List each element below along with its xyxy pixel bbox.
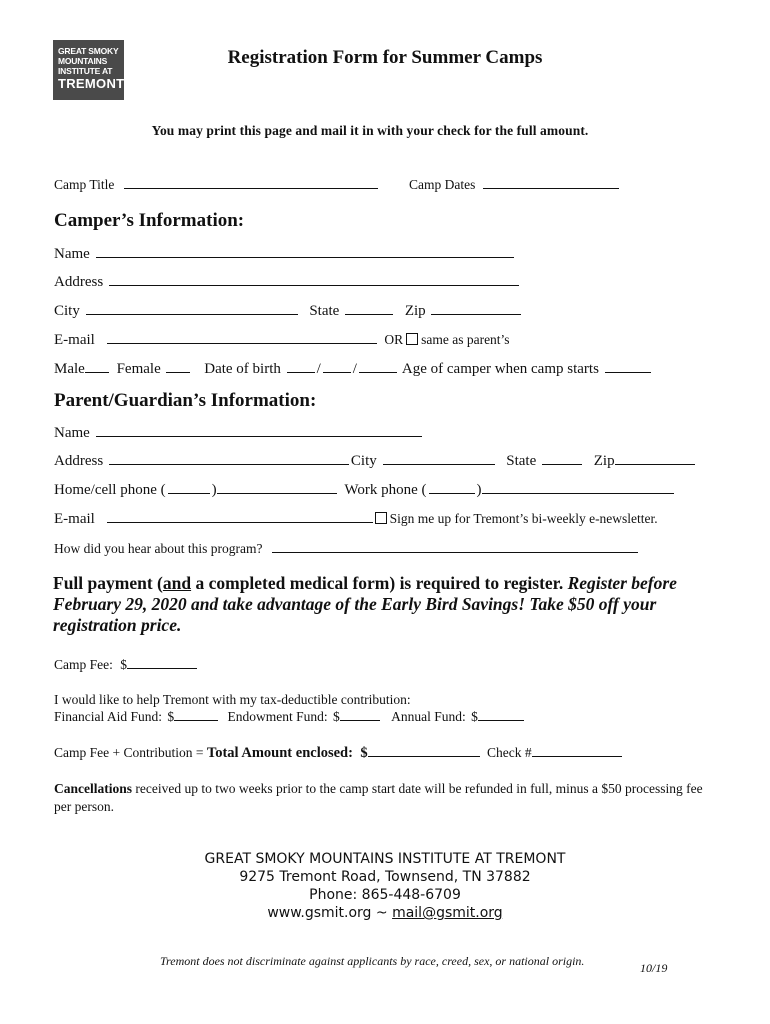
payment-and: and <box>162 573 192 593</box>
footer-separator: ~ <box>371 905 393 921</box>
male-label: Male <box>54 361 85 377</box>
logo-line-4: TREMONT <box>58 76 125 91</box>
same-as-parent-checkbox[interactable] <box>406 333 418 345</box>
camper-heading: Camper’s Information: <box>54 210 245 231</box>
same-as-parent-label: same as parent’s <box>421 332 510 347</box>
footer-org: GREAT SMOKY MOUNTAINS INSTITUTE AT TREMONT <box>204 851 566 867</box>
total-amount-field[interactable] <box>368 744 480 757</box>
camp-dates-field[interactable] <box>483 176 619 189</box>
camper-state-label: State <box>309 303 340 319</box>
dob-month-field[interactable] <box>287 360 315 373</box>
work-phone-area-field[interactable] <box>429 481 475 494</box>
footer-phone: Phone: 865-448-6709 <box>309 887 461 903</box>
parent-address-field[interactable] <box>109 452 349 465</box>
cancellation-text: received up to two weeks prior to the camp start date will be refunded in full, minus a $50 processing fee per person. <box>54 781 703 814</box>
camper-address-label: Address <box>54 274 104 290</box>
age-field[interactable] <box>605 360 651 373</box>
parent-name-field[interactable] <box>96 424 422 437</box>
footer-email-link[interactable]: mail@gsmit.org <box>392 905 503 921</box>
camper-state-field[interactable] <box>345 302 393 315</box>
total-row <box>54 744 624 762</box>
camper-email-label: E-mail <box>54 332 95 348</box>
camper-city-label: City <box>54 303 80 319</box>
parent-email-row <box>54 510 658 528</box>
camp-row <box>54 176 380 193</box>
payment-statement <box>53 573 733 636</box>
dob-label: Date of birth <box>204 361 281 377</box>
camp-title-label: Camp Title <box>54 177 115 192</box>
camper-details-row: Male Female Date of birth / / Age of camper when camp starts <box>54 360 653 378</box>
dob-year-field[interactable] <box>359 360 397 373</box>
newsletter-checkbox[interactable] <box>375 512 387 524</box>
total-prefix: Camp Fee + Contribution = <box>54 745 204 760</box>
work-phone-field[interactable] <box>482 481 674 494</box>
payment-part1: Full payment ( <box>53 573 163 593</box>
hear-field[interactable] <box>272 540 638 553</box>
camper-name-label: Name <box>54 246 90 262</box>
check-number-field[interactable] <box>532 744 622 757</box>
hear-row <box>54 540 640 557</box>
logo-line-1: GREAT SMOKY <box>58 46 119 56</box>
parent-city-label: City <box>350 453 377 469</box>
revision-date: 10/19 <box>640 961 668 975</box>
financial-aid-label: Financial Aid Fund: <box>54 709 162 724</box>
camper-city-field[interactable] <box>86 302 298 315</box>
age-label: Age of camper when camp starts <box>401 361 599 377</box>
footer-website[interactable]: www.gsmit.org <box>267 905 372 921</box>
parent-phone-row: Home/cell phone ( ) Work phone ( ) <box>54 481 676 499</box>
logo-line-3: INSTITUTE AT <box>58 66 113 76</box>
logo-line-2: MOUNTAINS <box>58 56 108 66</box>
camper-email-field[interactable] <box>107 331 377 344</box>
camper-zip-field[interactable] <box>431 302 521 315</box>
camper-zip-label: Zip <box>404 303 426 319</box>
parent-city-field[interactable] <box>383 452 495 465</box>
endowment-dollar: $ <box>333 709 340 724</box>
parent-zip-label: Zip <box>593 453 615 469</box>
cancellation-policy <box>54 780 714 816</box>
early-bird-note: Register before February 29, 2020 and take advantage of the Early Bird Savings! Take $50 off your registration price. <box>53 573 677 635</box>
camp-dates-label: Camp Dates <box>409 177 476 192</box>
parent-state-label: State <box>506 453 537 469</box>
annual-fund-dollar: $ <box>471 709 478 724</box>
parent-name-row <box>54 424 424 442</box>
parent-state-field[interactable] <box>542 452 582 465</box>
camper-city-row <box>54 302 523 320</box>
hear-label: How did you hear about this program? <box>54 541 263 556</box>
cancellation-bold: Cancellations <box>54 781 133 796</box>
camp-fee-row <box>54 656 199 673</box>
total-label: Total Amount enclosed: <box>206 745 353 761</box>
dob-day-field[interactable] <box>323 360 351 373</box>
camp-fee-dollar: $ <box>120 657 127 672</box>
parent-zip-field[interactable] <box>615 452 695 465</box>
endowment-field[interactable] <box>340 708 380 721</box>
contribution-intro: I would like to help Tremont with my tax-deductible contribution: <box>54 692 411 707</box>
camper-address-row <box>54 273 521 291</box>
footer-web-row <box>0 904 770 922</box>
check-label: Check # <box>486 745 532 760</box>
endowment-label: Endowment Fund: <box>227 709 328 724</box>
annual-fund-label: Annual Fund: <box>391 709 466 724</box>
camp-fee-label: Camp Fee: <box>54 657 113 672</box>
home-phone-area-field[interactable] <box>168 481 210 494</box>
home-phone-field[interactable] <box>217 481 337 494</box>
female-label: Female <box>116 361 161 377</box>
contribution-row <box>54 708 526 725</box>
payment-part2: a completed medical form) is required to register. <box>191 573 564 593</box>
camp-title-field[interactable] <box>124 176 378 189</box>
camper-email-row <box>54 331 510 349</box>
page-title: Registration Form for Summer Camps <box>227 47 543 68</box>
camp-fee-field[interactable] <box>127 656 197 669</box>
work-phone-label: Work phone <box>344 482 418 498</box>
camper-name-row <box>54 245 516 263</box>
camper-address-field[interactable] <box>109 273 519 286</box>
parent-name-label: Name <box>54 425 90 441</box>
camper-or-label: OR <box>384 332 404 347</box>
parent-email-label: E-mail <box>54 511 95 527</box>
nondiscrimination-note: Tremont does not discriminate against applicants by race, creed, sex, or national origin. <box>160 954 585 968</box>
annual-fund-field[interactable] <box>478 708 524 721</box>
total-dollar: $ <box>360 745 368 761</box>
parent-address-label: Address <box>54 453 104 469</box>
male-field[interactable] <box>85 360 109 373</box>
print-note: You may print this page and mail it in with your check for the full amount. <box>151 123 589 138</box>
financial-aid-dollar: $ <box>167 709 175 724</box>
footer-address: 9275 Tremont Road, Townsend, TN 37882 <box>239 869 531 885</box>
camper-name-field[interactable] <box>96 245 514 258</box>
parent-email-field[interactable] <box>107 510 373 523</box>
newsletter-label: Sign me up for Tremont’s bi-weekly e-newsletter. <box>389 511 658 526</box>
camp-dates-row <box>409 176 621 193</box>
parent-heading: Parent/Guardian’s Information: <box>54 390 317 411</box>
financial-aid-field[interactable] <box>174 708 218 721</box>
parent-address-row <box>54 452 697 470</box>
home-phone-label: Home/cell phone <box>54 482 157 498</box>
female-field[interactable] <box>166 360 190 373</box>
